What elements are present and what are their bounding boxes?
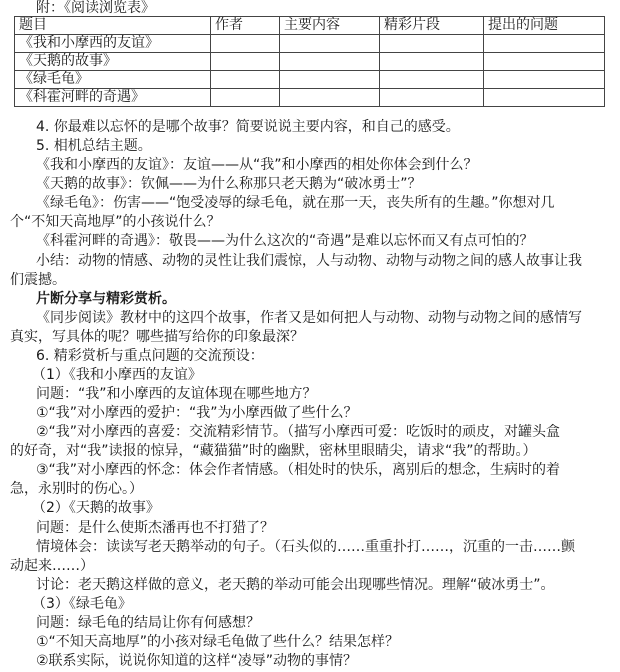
subsection-2-question: 问题：是什么使斯杰潘再也不打猎了？ (36, 519, 274, 536)
subsection-3-question: 问题：绿毛龟的结局让你有何感想？ (36, 614, 260, 631)
header-cell-author: 作者 (211, 17, 280, 35)
reading-browse-table (14, 16, 605, 107)
subsection-1-point-2-cont: 的好奇，对“我”读报的惊异，“藏猫猫”时的幽默，密林里眼睛尖，请求“我”的帮助。） (10, 443, 537, 460)
step-5: 5. 相机总结主题。 (36, 138, 152, 155)
subsection-2-scenario: 情境体会：读读写老天鹅举动的句子。（石头似的……重重扑打……，沉重的一击……颤 (36, 538, 575, 555)
subsection-3-point-2: ②联系实际，说说你知道的这样“凌辱”动物的事情？ (36, 653, 358, 669)
table-cell (380, 89, 484, 107)
table-cell (280, 89, 380, 107)
subsection-2-discussion: 讨论：老天鹅这样做的意义，老天鹅的举动可能会出现哪些情况。理解“破冰勇士”。 (36, 576, 555, 593)
subsection-1-point-3-cont: 急，永别时的伤心。） (10, 481, 143, 498)
table-row (15, 89, 605, 107)
subsection-1-point-1: ①“我”对小摩西的爱护：“我”为小摩西做了些什么？ (36, 405, 358, 422)
table-cell: 《天鹅的故事》 (15, 53, 211, 71)
subsection-1-title: （1）《我和小摩西的友谊》 (32, 366, 202, 383)
table-cell (484, 71, 605, 89)
step-6: 6. 精彩赏析与重点问题的交流预设： (36, 347, 264, 364)
table-cell: 《我和小摩西的友谊》 (15, 35, 211, 53)
theme-turtle-cont: 个“不知天高地厚”的小孩说什么？ (10, 214, 221, 231)
table-cell (484, 89, 605, 107)
header-cell-questions: 提出的问题 (484, 17, 605, 35)
header-cell-excerpt: 精彩片段 (380, 17, 484, 35)
summary: 小结：动物的情感、动物的灵性让我们震惊，人与动物、动物与动物之间的感人故事让我 (36, 252, 582, 269)
table-cell (211, 53, 280, 71)
table-cell (280, 71, 380, 89)
table-cell (380, 53, 484, 71)
table-cell: 《科霍河畔的奇遇》 (15, 89, 211, 107)
subsection-1-point-2: ②“我”对小摩西的喜爱：交流精彩情节。（描写小摩西可爱：吃饭时的顽皮，对罐头盒 (36, 424, 561, 441)
table-cell (211, 71, 280, 89)
table-cell (380, 71, 484, 89)
intro-paragraph: 《同步阅读》教材中的这四个故事，作者又是如何把人与动物、动物与动物之间的感情写 (36, 309, 582, 326)
header-cell-title: 题目 (15, 17, 211, 35)
table-cell: 《绿毛龟》 (15, 71, 211, 89)
table-cell (211, 89, 280, 107)
subsection-3-point-1: ①“不知天高地厚”的小孩对绿毛龟做了些什么？结果怎样？ (36, 633, 400, 650)
table-cell (380, 35, 484, 53)
summary-cont: 们震撼。 (10, 271, 66, 288)
table-header-row (15, 17, 605, 35)
header-cell-content: 主要内容 (280, 17, 380, 35)
table-cell (484, 53, 605, 71)
subsection-1-question: 问题：“我”和小摩西的友谊体现在哪些地方？ (36, 386, 317, 402)
theme-friendship: 《我和小摩西的友谊》：友谊——从“我”和小摩西的相处你体会到什么？ (36, 157, 478, 174)
table-row (15, 71, 605, 89)
subsection-2-title: （2）《天鹅的故事》 (32, 500, 160, 517)
appendix-title: 附：《阅读浏览表》 (36, 0, 155, 16)
subsection-3-title: （3）《绿毛龟》 (32, 595, 132, 612)
theme-encounter: 《科霍河畔的奇遇》：敬畏——为什么这次的“奇遇”是难以忘怀而又有点可怕的？ (36, 233, 534, 250)
theme-swan: 《天鹅的故事》：钦佩——为什么称那只老天鹅为“破冰勇士”？ (36, 176, 422, 193)
section-heading: 片断分享与精彩赏析。 (36, 290, 176, 307)
table-row (15, 35, 605, 53)
table-cell (280, 35, 380, 53)
subsection-2-scenario-cont: 动起来……） (10, 557, 94, 574)
subsection-1-point-3: ③“我”对小摩西的怀念：体会作者情感。（相处时的快乐，离别后的想念，生病时的着 (36, 462, 561, 479)
intro-paragraph-cont: 真实，写具体的呢？哪些描写给你的印象最深？ (10, 328, 304, 345)
table-cell (484, 35, 605, 53)
question-4: 4. 你最难以忘怀的是哪个故事？简要说说主要内容，和自己的感受。 (36, 119, 460, 135)
table-cell (211, 35, 280, 53)
theme-turtle: 《绿毛龟》：伤害——“饱受凌辱的绿毛龟，就在那一天，丧失所有的生趣。”你想对几 (36, 195, 555, 212)
table-cell (280, 53, 380, 71)
table-row (15, 53, 605, 71)
